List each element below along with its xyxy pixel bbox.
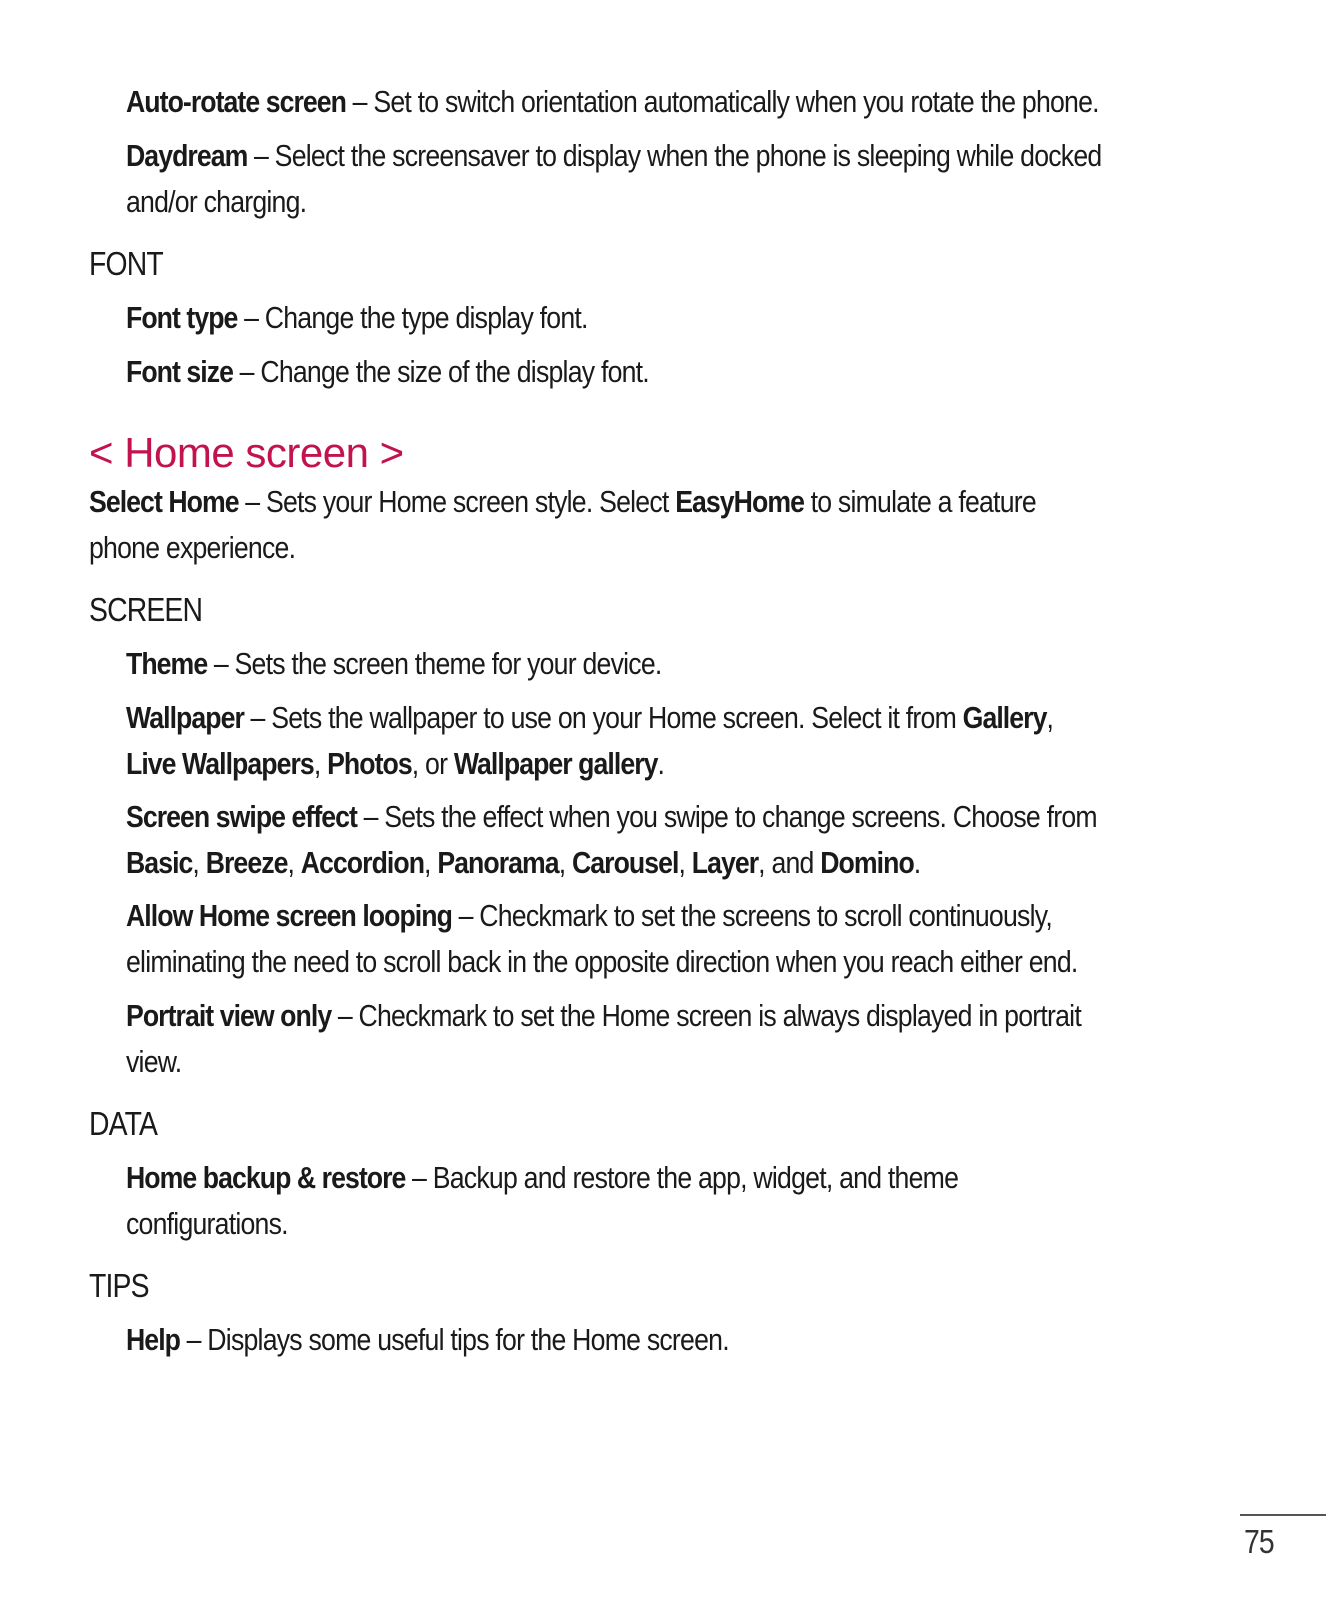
swipe-term: Screen swipe effect [126,799,357,834]
wallpaper-item-line2 [126,740,1089,787]
swipe-sep4: , [558,845,572,880]
swipe-opt-panorama: Panorama [437,845,559,880]
daydream-desc: – Select the screensaver to display when the phone is sleeping while docked [247,138,1102,173]
select-home-desc-line2: phone experience. [89,530,296,565]
help-term: Help [126,1322,180,1357]
help-desc: – Displays some useful tips for the Home screen. [179,1322,729,1357]
wallpaper-sep3: , or [411,746,454,781]
page-number-rule [1240,1514,1326,1516]
swipe-sep3: , [424,845,438,880]
theme-item [126,640,1089,687]
select-home-item [89,478,1036,525]
looping-item-line2 [126,938,1089,985]
theme-term: Theme [126,646,208,681]
select-home-desc-b: to simulate a feature [803,484,1036,519]
font-type-item [126,294,1089,341]
font-type-term: Font type [126,300,238,335]
portrait-desc-line2: view. [126,1044,182,1079]
backup-item-line2 [126,1200,1089,1247]
font-size-term: Font size [126,354,234,389]
wallpaper-opt-photos: Photos [327,746,412,781]
looping-term: Allow Home screen looping [126,898,452,933]
wallpaper-opt-gallery: Gallery [962,700,1047,735]
backup-desc-line2: configurations. [126,1206,288,1241]
backup-item [126,1154,1089,1201]
home-screen-title: < Home screen > [89,429,404,476]
font-size-item [126,348,1089,395]
wallpaper-term: Wallpaper [126,700,244,735]
swipe-opt-layer: Layer [691,845,759,880]
theme-desc: – Sets the screen theme for your device. [207,646,662,681]
wallpaper-item [126,694,1089,741]
swipe-opt-domino: Domino [820,845,914,880]
select-home-desc-a: – Sets your Home screen style. Select [238,484,676,519]
swipe-opt-accordion: Accordion [300,845,425,880]
swipe-opt-carousel: Carousel [571,845,679,880]
looping-desc-line2: eliminating the need to scroll back in the opposite direction when you reach either end. [126,944,1078,979]
font-size-desc: – Change the size of the display font. [233,354,649,389]
daydream-item [126,132,1102,179]
auto-rotate-item [126,78,1099,125]
select-home-term: Select Home [89,484,239,519]
swipe-desc: – Sets the effect when you swipe to change screens. Choose from [356,799,1097,834]
portrait-item [126,992,1089,1039]
wallpaper-sep2: , [313,746,328,781]
wallpaper-opt-live: Live Wallpapers [126,746,314,781]
swipe-sep6: , and [758,845,821,880]
wallpaper-opt-wallpaper-gallery: Wallpaper gallery [453,746,658,781]
wallpaper-desc: – Sets the wallpaper to use on your Home screen. Select it from [243,700,963,735]
swipe-item [126,793,1097,840]
data-heading: DATA [89,1105,158,1142]
auto-rotate-term: Auto-rotate screen [126,84,346,119]
tips-heading: TIPS [89,1267,149,1304]
looping-item [126,892,1089,939]
daydream-desc-line2: and/or charging. [126,184,307,219]
swipe-sep1: , [192,845,206,880]
backup-desc: – Backup and restore the app, widget, and theme [405,1160,959,1195]
daydream-item-line2 [126,178,1089,225]
portrait-term: Portrait view only [126,998,332,1033]
select-home-item-line2 [89,524,295,571]
swipe-sep5: , [678,845,692,880]
swipe-item-line2 [126,839,1089,886]
easyhome-term: EasyHome [675,484,804,519]
font-heading: FONT [89,245,163,282]
portrait-desc: – Checkmark to set the Home screen is always displayed in portrait [331,998,1081,1033]
backup-term: Home backup & restore [126,1160,406,1195]
screen-heading: SCREEN [89,591,203,628]
font-type-desc: – Change the type display font. [237,300,588,335]
wallpaper-end: . [657,746,665,781]
auto-rotate-desc: – Set to switch orientation automatically when you rotate the phone. [345,84,1099,119]
page-number: 75 [1244,1523,1274,1560]
help-item [126,1316,1089,1363]
swipe-opt-breeze: Breeze [205,845,288,880]
swipe-sep2: , [287,845,301,880]
portrait-item-line2 [126,1038,1089,1085]
swipe-opt-basic: Basic [126,845,193,880]
looping-desc: – Checkmark to set the screens to scroll continuously, [451,898,1052,933]
daydream-term: Daydream [126,138,248,173]
swipe-end: . [913,845,921,880]
wallpaper-sep1: , [1046,700,1054,735]
